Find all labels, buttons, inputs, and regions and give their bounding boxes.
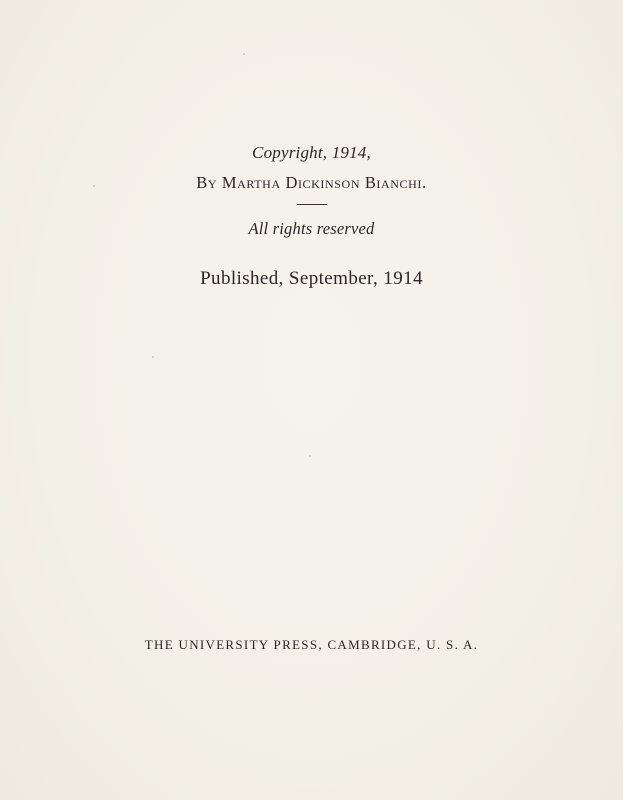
press-imprint: THE UNIVERSITY PRESS, CAMBRIDGE, U. S. A.: [144, 637, 479, 652]
rights-reserved-line: All rights reserved: [248, 219, 375, 238]
copyright-line: Copyright, 1914,: [252, 143, 371, 162]
published-date-line: Published, September, 1914: [200, 268, 423, 289]
paper-speck: [152, 356, 154, 358]
paper-speck: [243, 53, 245, 55]
paper-speck: [309, 455, 311, 457]
author-line: By Martha Dickinson Bianchi.: [196, 173, 427, 192]
divider-rule: [297, 204, 327, 205]
